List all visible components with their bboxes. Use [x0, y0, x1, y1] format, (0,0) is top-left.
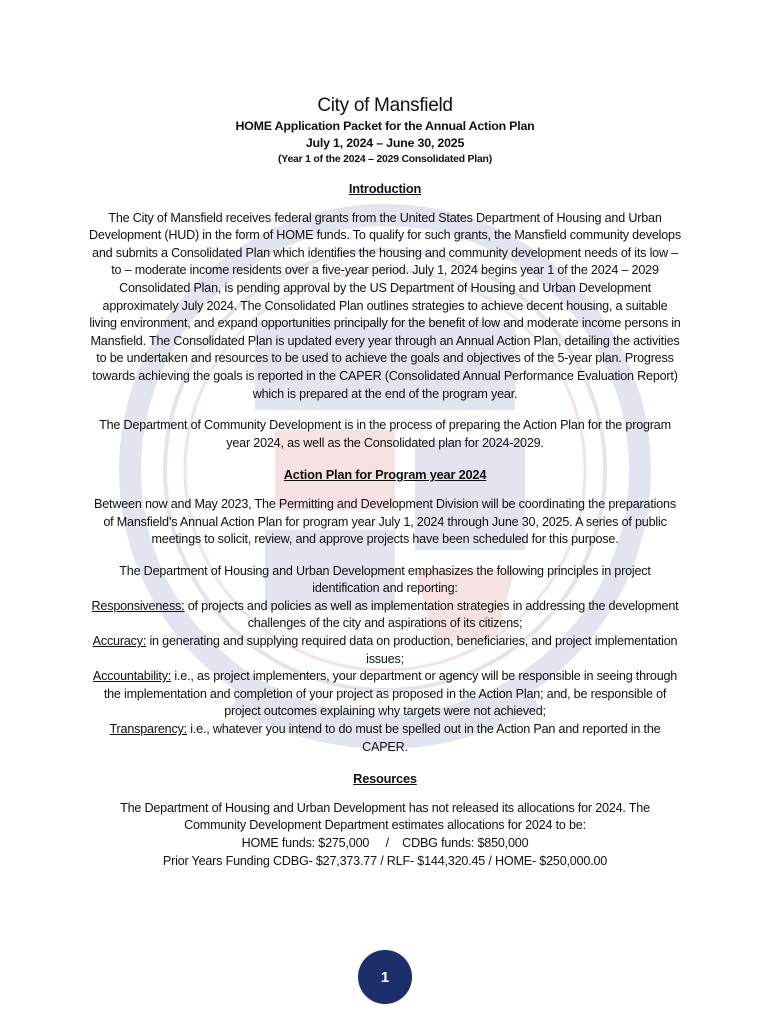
city-title: City of Mansfield	[317, 95, 453, 116]
introduction-paragraph-2: The Department of Community Development is in the process of preparing the Action Plan for the program year 2024, as well as the Consolidated plan for 2024-2029.	[99, 418, 671, 450]
principle-text: in generating and supplying required data on production, beneficiaries, and project implementation issues;	[146, 634, 678, 666]
plan-dates: July 1, 2024 – June 30, 2025	[305, 136, 465, 150]
plan-year-note: (Year 1 of the 2024 – 2029 Consolidated Plan)	[278, 154, 492, 165]
principle-item	[88, 721, 682, 756]
principle-term: Responsiveness:	[91, 598, 185, 613]
principle-term: Accountability:	[92, 669, 172, 684]
page-number-badge: 1	[358, 950, 412, 1004]
principle-item	[88, 598, 682, 633]
introduction-heading: Introduction	[348, 181, 422, 196]
principle-text: i.e., whatever you intend to do must be spelled out in the Action Pan and reported in the CAPER.	[186, 722, 661, 754]
resources-heading: Resources	[353, 771, 417, 787]
principle-item	[88, 668, 682, 721]
resources-funding-line: HOME funds: $275,000 / CDBG funds: $850,000	[241, 836, 529, 850]
principle-term: Accuracy:	[92, 634, 147, 649]
principle-term: Transparency:	[109, 722, 187, 737]
document-body	[88, 94, 682, 870]
principle-text: of projects and policies as well as implementation strategies in addressing the development challenges of the city and aspirations of its citizens;	[184, 598, 679, 631]
introduction-paragraph-1: The City of Mansfield receives federal grants from the United States Department of Housing and Urban Development (HUD) in the form of HOME funds. To qualify for such grants, the Mansfield community develops and submits a Consolidated Plan which identifies the housing and community development needs of its low – to – moderate income residents over a five-year period. July 1, 2024 begins year 1 of the 2024 – 2029 Consolidated Plan, is pending approval by the US Department of Housing and Urban Development approximately July 2024. The Consolidated Plan outlines strategies to achieve decent housing, a suitable living environment, and expand opportunities principally for the benefit of low and moderate income persons in Mansfield. The Consolidated Plan is updated every year through an Annual Action Plan, detailing the activities to be undertaken and resources to be used to achieve the goals and objectives of the 5-year plan. Progress towards achieving the goals is reported in the CAPER (Consolidated Annual Performance Evaluation Report) which is prepared at the end of the program year.	[89, 210, 681, 401]
packet-title: HOME Application Packet for the Annual Action Plan	[235, 119, 535, 133]
principle-text: i.e., as project implementers, your department or agency will be responsible in seeing through the implementation and completion of your project as proposed in the Action Plan; and, be responsible of project outcomes explaining why targets were not achieved;	[103, 669, 678, 719]
action-plan-paragraph-1: Between now and May 2023, The Permitting and Development Division will be coordinating the preparations of Mansfield’s Annual Action Plan for program year July 1, 2024 through June 30, 2025. A series of public meetings to solicit, review, and approve projects have been scheduled for this purpose.	[94, 496, 676, 547]
principle-item	[88, 633, 682, 668]
resources-prior-funding-line: Prior Years Funding CDBG- $27,373.77 / RLF- $144,320.45 / HOME- $250,000.00	[162, 853, 608, 868]
resources-line-1: The Department of Housing and Urban Development has not released its allocations for 2024. The Community Development Department estimates allocations for 2024 to be:	[120, 800, 650, 833]
action-plan-paragraph-2: The Department of Housing and Urban Development emphasizes the following principles in project identification and reporting:	[119, 563, 651, 596]
action-plan-heading: Action Plan for Program year 2024	[283, 467, 487, 483]
